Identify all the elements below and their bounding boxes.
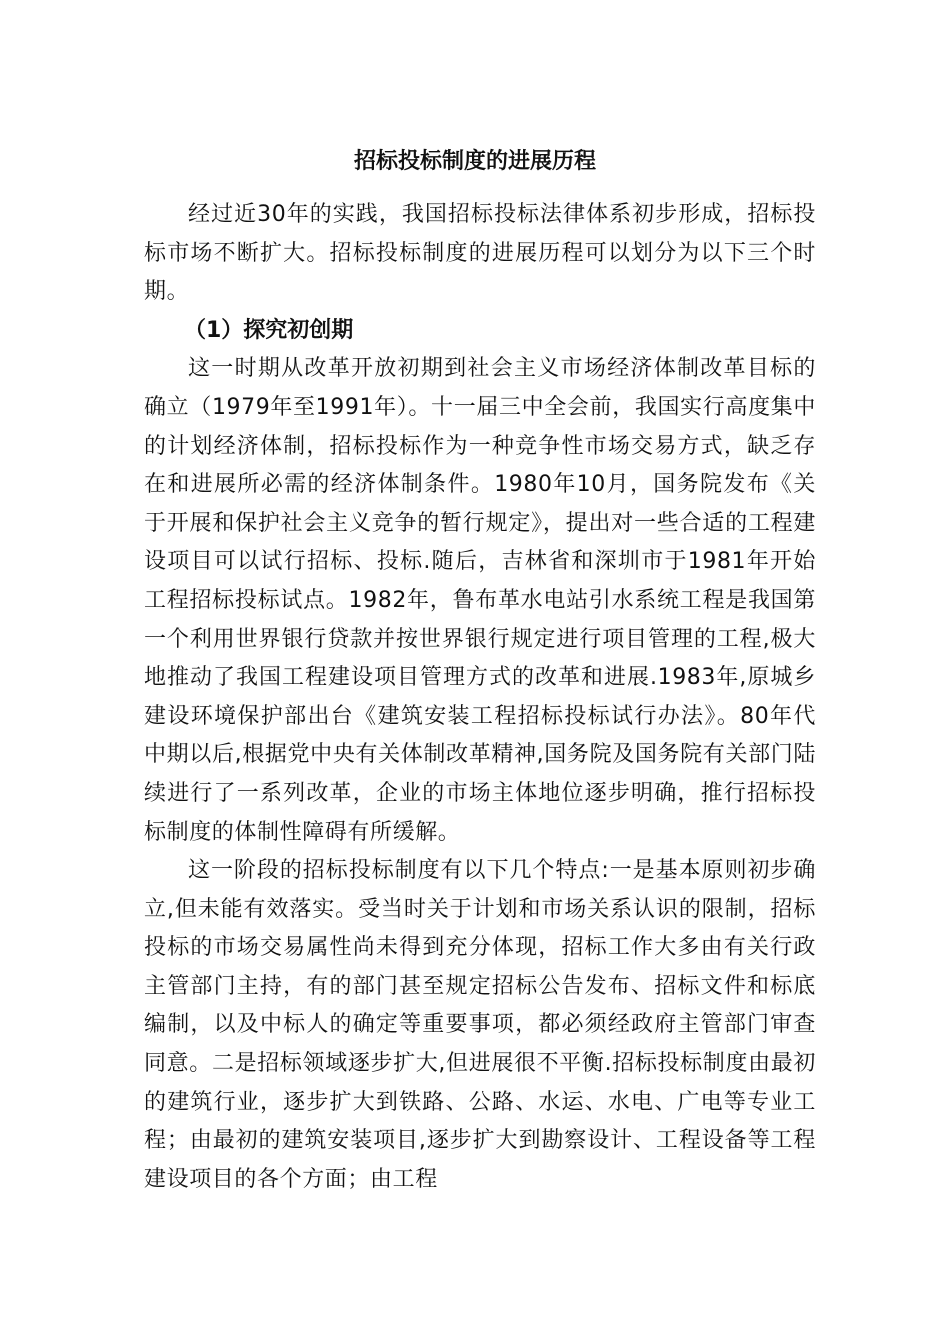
intro-paragraph: 经过近30年的实践，我国招标投标法律体系初步形成，招标投标市场不断扩大。招标投标制度的进展历程可以划分为以下三个时期。	[144, 202, 816, 305]
section-heading: （1）探究初创期	[184, 317, 354, 343]
document-title: 招标投标制度的进展历程	[353, 149, 596, 174]
document-body	[144, 196, 816, 1199]
section-paragraph-2: 这一阶段的招标投标制度有以下几个特点:一是基本原则初步确立,但未能有效落实。受当时关于计划和市场关系认识的限制，招标投标的市场交易属性尚未得到充分体现，招标工作大多由有关行政主管部门主持，有的部门甚至规定招标公告发布、招标文件和标底编制，以及中标人的确定等重要事项，都必须经政府主管部门审查同意。二是招标领域逐步扩大,但进展很不平衡.招标投标制度由最初的建筑行业，逐步扩大到铁路、公路、水运、水电、广电等专业工程；由最初的建筑安装项目,逐步扩大到勘察设计、工程设备等工程建设项目的各个方面；由工程	[144, 858, 816, 1192]
section-paragraph-1: 这一时期从改革开放初期到社会主义市场经济体制改革目标的确立（1979年至1991年）。十一届三中全会前，我国实行高度集中的计划经济体制，招标投标作为一种竞争性市场交易方式，缺乏存在和进展所必需的经济体制条件。1980年10月，国务院发布《关于开展和保护社会主义竞争的暂行规定》，提出对一些合适的工程建设项目可以试行招标、投标.随后，吉林省和深圳市于1981年开始工程招标投标试点。1982年，鲁布革水电站引水系统工程是我国第一个利用世界银行贷款并按世界银行规定进行项目管理的工程,极大地推动了我国工程建设项目管理方式的改革和进展.1983年,原城乡建设环境保护部出台《建筑安装工程招标投标试行办法》。80年代中期以后,根据党中央有关体制改革精神,国务院及国务院有关部门陆续进行了一系列改革，企业的市场主体地位逐步明确，推行招标投标制度的体制性障碍有所缓解。	[144, 356, 816, 845]
